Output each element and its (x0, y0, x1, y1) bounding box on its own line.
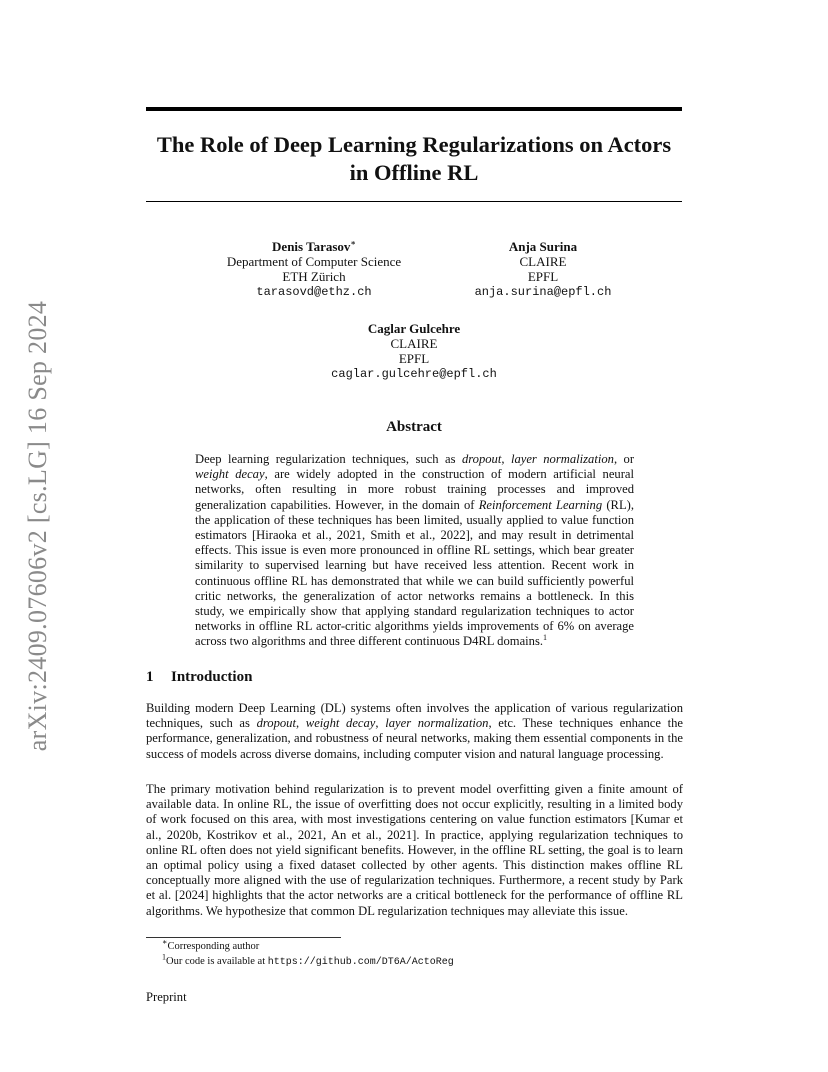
intro-paragraph-1 (146, 701, 683, 762)
author-affiliation: EPFL (527, 269, 559, 285)
emphasis-text: layer normalization (385, 716, 489, 731)
section-title: Introduction (171, 669, 253, 685)
emphasis-text: layer normalization (510, 452, 614, 466)
body-text: , etc. These techniques enhance the performance, generalization, and robustness of neural networks, making them essential components in the success of models across diverse domains, including computer vision and natural language processing. (146, 716, 684, 761)
emphasis-text: dropout (256, 716, 296, 731)
author-block-3 (314, 321, 514, 382)
emphasis-text: weight decay (305, 716, 376, 731)
section-heading (146, 669, 252, 686)
author-affiliation: CLAIRE (519, 254, 567, 270)
author-email[interactable]: caglar.gulcehre@epfl.ch (331, 366, 497, 381)
author-affiliation: EPFL (398, 351, 430, 367)
intro-paragraph-2 (146, 782, 683, 919)
footnote-2 (162, 952, 454, 969)
author-name: Denis Tarasov∗ (272, 238, 356, 254)
author-name: Anja Surina (508, 239, 578, 254)
emphasis-text: Reinforcement Learning (478, 497, 603, 512)
author-mark: ∗ (350, 238, 356, 248)
author-email[interactable]: tarasovd@ethz.ch (256, 284, 372, 299)
preprint-footer: Preprint (146, 990, 187, 1004)
body-text: , (295, 716, 306, 731)
author-block-1 (215, 239, 413, 300)
abstract-heading: Abstract (386, 419, 442, 435)
footnote-ref: 1 (543, 633, 548, 643)
footnote-mark: 1 (162, 952, 166, 962)
code-link[interactable]: https://github.com/DT6A/ActoReg (267, 957, 454, 968)
title-top-rule (146, 107, 682, 111)
arxiv-id: arXiv:2409.07606v2 [cs.LG] 16 Sep 2024 (23, 300, 52, 752)
footnote-1 (162, 937, 260, 953)
title-bottom-rule (146, 201, 682, 202)
body-text: The primary motivation behind regularization is to prevent model overfitting given a finite amount of available data. In online RL, the issue of overfitting does not occur explicitly, resulting in a limited body of work focused on this area, with most investigations centering on value function estimators [Kumar et al., 2020b, Kostrikov et al., 2021, An et al., 2021]. In practice, applying regularization techniques to online RL often does not yield significant benefits. However, in the offline RL setting, the goal is to learn an optimal policy using a fixed dataset collected by other agents. This distinction makes offline RL conceptually more aligned with the use of regularization techniques. Furthermore, a recent study by Park et al. [2024] highlights that the actor networks are a critical bottleneck for the performance of offline RL algorithms. We hypothesize that common DL regularization techniques may alleviate this issue. (146, 782, 683, 918)
body-text: (RL), the application of these techniques has been limited, usually applied to value function estimators [Hiraoka et al., 2021, Smith et al., 2022], and may result in detrimental effects. This issue is even more pronounced in offline RL settings, which bear greater similarity to supervised learning but have received less attention. Recent work in continuous offline RL has demonstrated that while we can build sufficiently powerful critic networks, the generalization of actor networks remains a bottleneck. In this study, we empirically show that applying standard regularization techniques to actor networks in offline RL actor-critic algorithms yields improvements of 6% on average across two algorithms and three different continuous D4RL domains. (195, 497, 634, 649)
footnote-mark: ∗ (162, 937, 168, 947)
author-block-2 (458, 239, 628, 300)
body-text: Deep learning regularization techniques, such as (195, 452, 462, 466)
emphasis-text: dropout (461, 452, 502, 466)
abstract-body (195, 452, 634, 650)
author-name: Caglar Gulcehre (367, 321, 461, 336)
footnote-rule (146, 937, 341, 938)
body-text: , (501, 452, 511, 466)
footnote-text: Our code is available at (166, 956, 268, 967)
footnote-text: Corresponding author (167, 941, 260, 952)
author-affiliation: CLAIRE (390, 336, 438, 352)
author-email[interactable]: anja.surina@epfl.ch (474, 284, 612, 299)
section-number: 1 (146, 669, 154, 685)
paper-title: The Role of Deep Learning Regularizations on Actors in Offline RL (156, 132, 672, 185)
body-text: , (375, 716, 386, 731)
author-affiliation: ETH Zürich (282, 269, 346, 285)
body-text: , or (613, 452, 635, 466)
body-text: , are widely adopted in the construction of modern artificial neural networks, often resulting in more robust training processes and improved generalization capabilities. However, in the domain of (195, 467, 634, 512)
body-text: Building modern Deep Learning (DL) systems often involves the application of various regularization techniques, such as (146, 701, 683, 731)
author-affiliation: Department of Computer Science (226, 254, 402, 270)
emphasis-text: weight decay (195, 467, 265, 482)
